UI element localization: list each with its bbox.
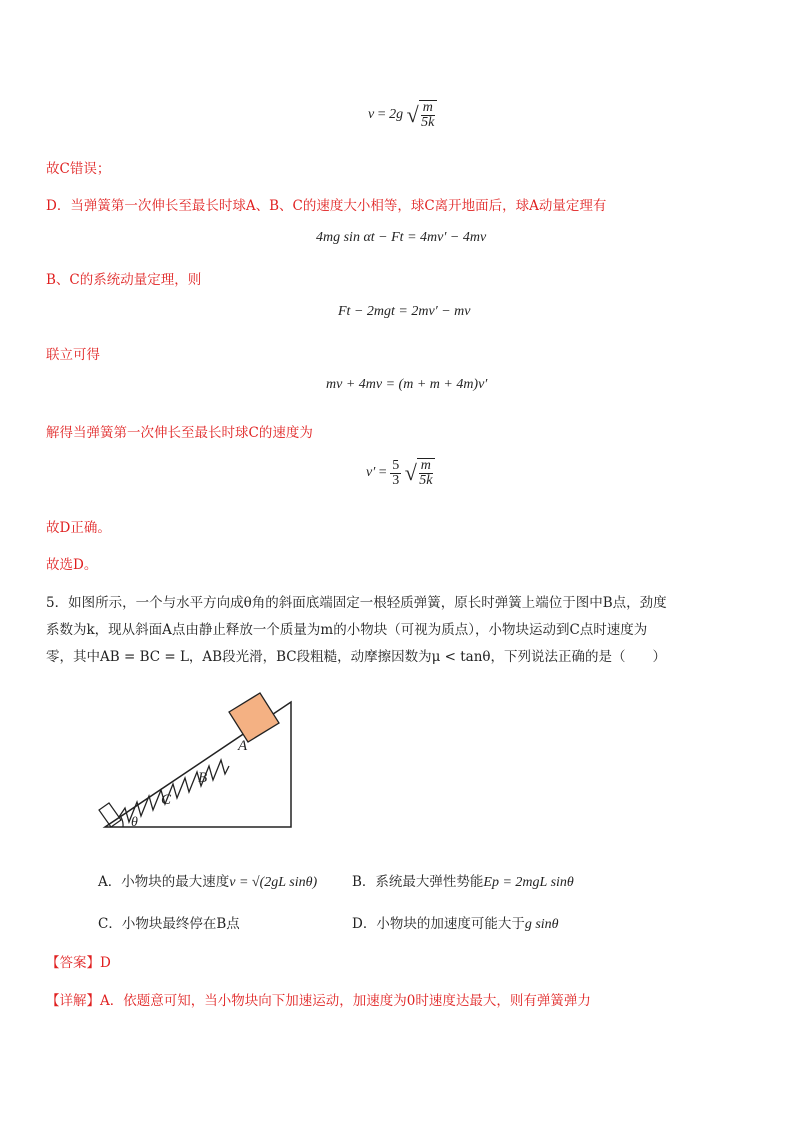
option-b-text: B．系统最大弹性势能 <box>352 874 484 890</box>
option-a-text: A．小物块的最大速度 <box>98 874 230 890</box>
line-d-intro: D．当弹簧第一次伸长至最长时球A、B、C的速度大小相等，球C离开地面后，球A动量定理有 <box>46 198 607 214</box>
option-b-math: Ep = 2mgL sinθ <box>483 875 574 890</box>
sqrt-symbol: √ $\frac{m}{5k}$ <box>407 100 437 130</box>
spring <box>119 760 229 822</box>
equation-final-velocity: v′ = $\frac{5}{3}$ √ $\frac{m}{5k}$ <box>366 458 435 488</box>
eq1-lhs: v <box>368 107 375 123</box>
option-a[interactable] <box>98 870 317 891</box>
line-c-wrong: 故C错误； <box>46 161 111 177</box>
question-5-line-3: 零，其中AB = BC = L，AB段光滑，BC段粗糙，动摩擦因数为μ < tanθ，下列说法正确的是（ ） <box>46 649 667 665</box>
question-5-line-1: 5．如图所示，一个与水平方向成θ角的斜面底端固定一根轻质弹簧，原长时弹簧上端位于图中B点，劲度 <box>46 595 667 611</box>
option-d[interactable] <box>352 912 559 933</box>
eq1-coef: 2g <box>389 107 404 123</box>
eq1-num: m <box>422 100 433 115</box>
line-bc-system: B、C的系统动量定理，则 <box>46 272 202 288</box>
detail-text: A．依题意可知，当小物块向下加速运动，加速度为0时速度达最大，则有弹簧弹力 <box>100 993 591 1009</box>
coef-fraction <box>390 459 401 488</box>
angle-arc <box>121 817 123 827</box>
equation-combined: mv + 4mv = (m + m + 4m)v′ <box>326 377 488 392</box>
detail-line <box>46 989 591 1009</box>
eq1-den: 5k <box>421 115 435 130</box>
incline-figure <box>95 680 305 835</box>
equation-momentum-a: 4mg sin αt − Ft = 4mv′ − 4mv <box>316 230 487 245</box>
eq5-cden: 3 <box>392 472 400 488</box>
label-a: A <box>238 738 248 754</box>
eq5-num: m <box>420 458 431 473</box>
label-b: B <box>198 770 208 786</box>
equation-momentum-bc: Ft − 2mgt = 2mv′ − mv <box>338 304 471 319</box>
line-combine: 联立可得 <box>46 347 100 363</box>
answer-value: D <box>100 955 111 971</box>
sqrt-symbol: √ $\frac{m}{5k}$ <box>405 458 435 488</box>
label-theta: θ <box>131 815 138 830</box>
option-d-math: g sinθ <box>524 917 559 932</box>
line-choose-d: 故选D。 <box>46 557 98 573</box>
answer-line <box>46 951 111 971</box>
option-a-math: v = √(2gL sinθ) <box>229 875 318 890</box>
option-c-text: C．小物块最终停在B点 <box>98 916 240 932</box>
question-5-line-2: 系数为k，现从斜面A点由静止释放一个质量为m的小物块（可视为质点），小物块运动到C点时速度为 <box>46 622 648 638</box>
line-d-correct: 故D正确。 <box>46 520 111 536</box>
option-c[interactable] <box>98 912 240 932</box>
eq5-lhs: v′ <box>366 465 376 481</box>
option-d-text: D．小物块的加速度可能大于 <box>352 916 525 932</box>
answer-tag: 【答案】 <box>46 955 100 971</box>
block <box>229 693 279 742</box>
option-b[interactable] <box>352 870 574 891</box>
equation-velocity-c: v = 2g √ $\frac{m}{5k}$ <box>368 100 437 130</box>
line-solve: 解得当弹簧第一次伸长至最长时球C的速度为 <box>46 425 313 441</box>
eq5-cnum: 5 <box>392 457 400 473</box>
label-c: C <box>161 792 172 808</box>
eq5-den: 5k <box>419 473 433 488</box>
detail-tag: 【详解】 <box>46 993 100 1009</box>
